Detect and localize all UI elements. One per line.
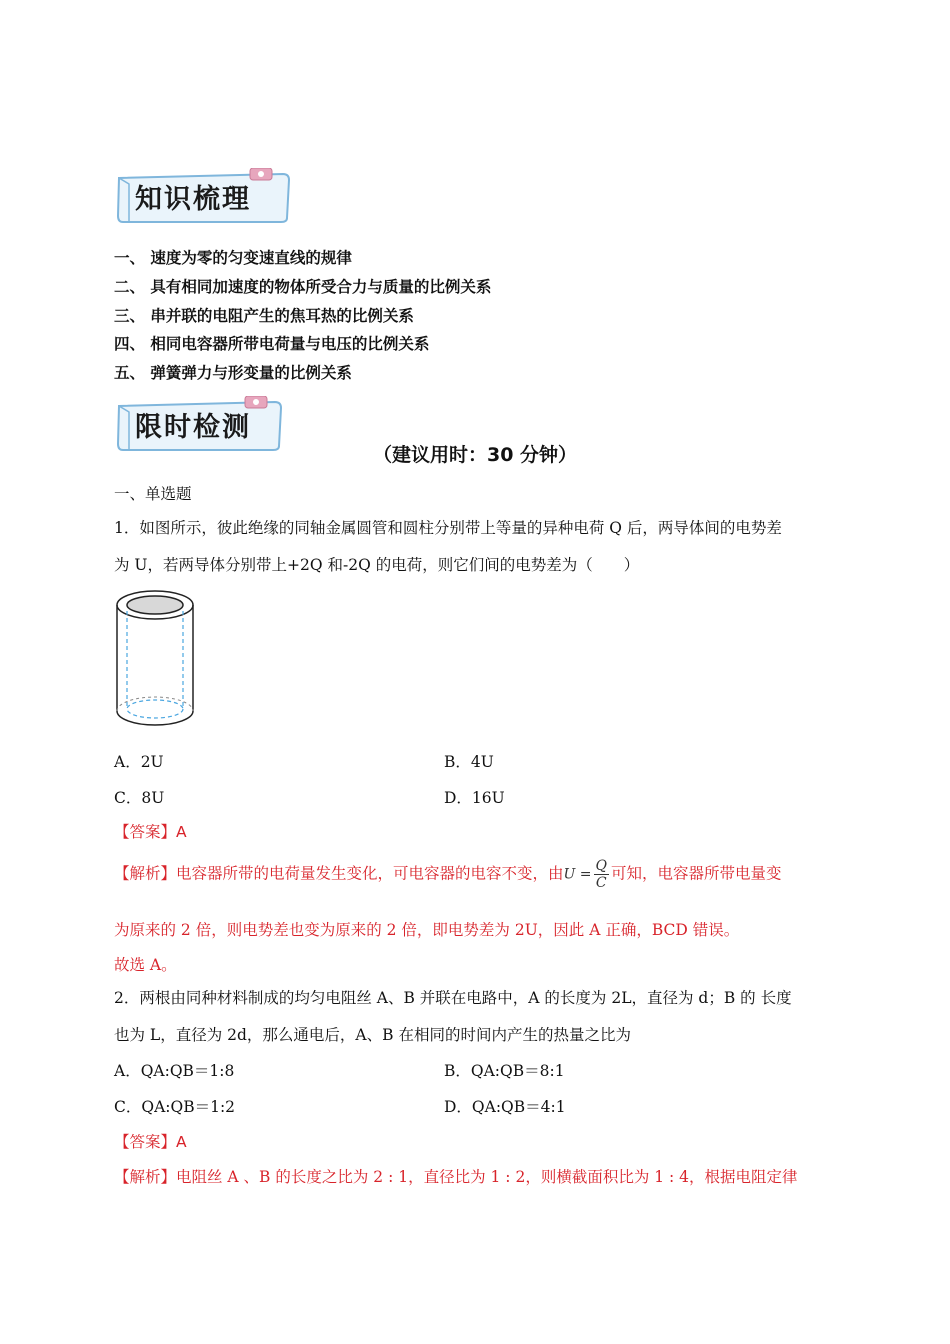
q1-option-a: A．2U (114, 753, 164, 771)
formula-fraction (594, 858, 609, 891)
q2-option-c: C．QA:QB＝1:2 (114, 1098, 236, 1116)
q1-stem-line2: 为 U，若两导体分别带上+2Q 和-2Q 的电荷，则它们间的电势差为（ ） (114, 556, 640, 574)
summary-item: 四、 相同电容器所带电荷量与电压的比例关系 (114, 335, 430, 354)
q1-option-b: B．4U (444, 753, 494, 771)
summary-item: 一、 速度为零的匀变速直线的规律 (114, 249, 352, 267)
q2-stem-line1: 2．两根由同种材料制成的均匀电阻丝 A、B 并联在电路中，A 的长度为 2L，直径为 d；B 的 长度 (114, 989, 792, 1007)
formula-denominator: C (595, 875, 607, 891)
suggested-time: （建议用时：30 分钟） (372, 444, 578, 466)
summary-item: 二、 具有相同加速度的物体所受合力与质量的比例关系 (114, 277, 492, 296)
formula-lhs: U = (563, 866, 592, 883)
summary-item: 五、 弹簧弹力与形变量的比例关系 (114, 364, 352, 383)
q2-option-a: A．QA:QB＝1:8 (114, 1062, 235, 1080)
q1-option-c: C．8U (114, 789, 165, 807)
q2-option-b: B．QA:QB＝8:1 (444, 1062, 565, 1080)
q1-option-d: D．16U (444, 789, 505, 807)
section-heading: 一、单选题 (114, 485, 192, 503)
formula-numerator: Q (595, 858, 607, 874)
summary-list (114, 244, 491, 388)
knowledge-banner (115, 168, 293, 222)
q1-analysis-line2: 为原来的 2 倍，则电势差也变为原来的 2 倍，即电势差为 2U，因此 A 正确，BCD 错误。 (114, 921, 740, 939)
q2-analysis: 【解析】电阻丝 A 、B 的长度之比为 2 : 1，直径比为 1 : 2，则横截面积比为 1 : 4，根据电阻定律 (114, 1168, 798, 1186)
q1-stem-line1: 1．如图所示，彼此绝缘的同轴金属圆管和圆柱分别带上等量的异种电荷 Q 后，两导体间的电势差 (114, 519, 782, 537)
q1-analysis-text-a: 【解析】电容器所带的电荷量发生变化，可电容器的电容不变，由 (114, 864, 564, 883)
summary-item: 三、 串并联的电阻产生的焦耳热的比例关系 (114, 306, 414, 325)
q1-analysis-line1 (114, 858, 782, 891)
test-banner-title: 限时检测 (135, 412, 251, 443)
knowledge-banner-title: 知识梳理 (135, 184, 251, 215)
q1-analysis-text-b: 可知，电容器所带电量变 (610, 864, 782, 883)
q1-conclusion: 故选 A。 (114, 956, 177, 974)
q1-answer: 【答案】A (114, 823, 187, 841)
coaxial-cylinder-figure (112, 585, 202, 733)
q2-stem-line2: 也为 L，直径为 2d，那么通电后，A、B 在相同的时间内产生的热量之比为 (114, 1026, 631, 1044)
q2-option-d: D．QA:QB＝4:1 (444, 1098, 566, 1116)
q2-answer: 【答案】A (114, 1133, 187, 1151)
